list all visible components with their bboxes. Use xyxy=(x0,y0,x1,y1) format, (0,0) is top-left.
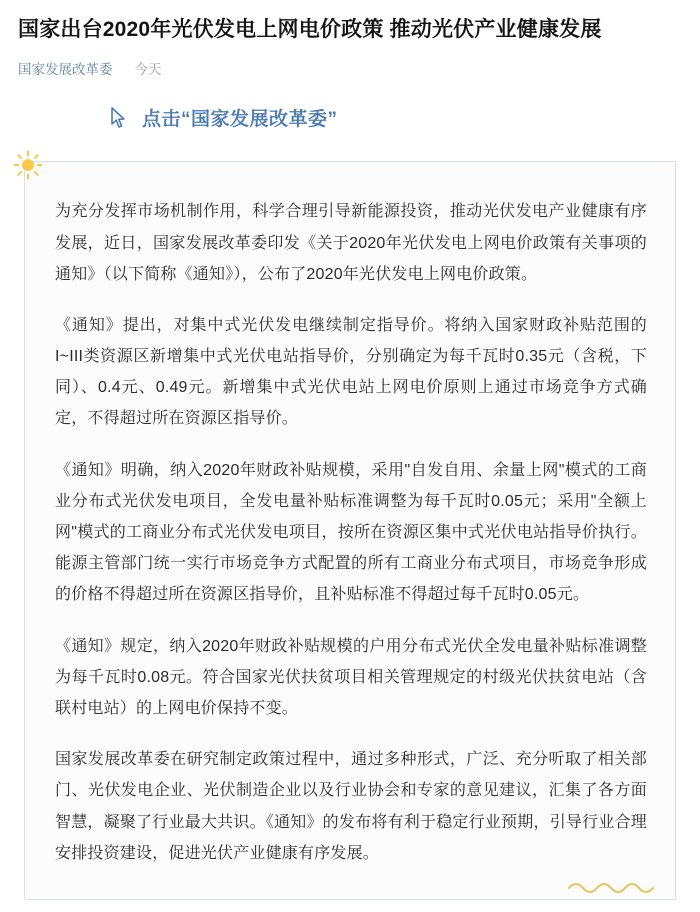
wave-decoration-icon xyxy=(567,879,659,893)
body-paragraph: 为充分发挥市场机制作用，科学合理引导新能源投资，推动光伏发电产业健康有序发展，近日，国家发展改革委印发《关于2020年光伏发电上网电价政策有关事项的通知》（以下简称《通知》），公布了2020年光伏发电上网电价政策。 xyxy=(55,203,647,283)
click-hint xyxy=(110,104,682,131)
cursor-arrow-icon xyxy=(110,107,128,129)
body-paragraph: 《通知》明确，纳入2020年财政补贴规模，采用"自发自用、余量上网"模式的工商业分布式光伏发电项目，全发电量补贴标准调整为每千瓦时0.05元；采用"全额上网"模式的工商业分布式光伏发电项目，按所在资源区集中式光伏电站指导价执行。能源主管部门统一实行市场竞争方式配置的所有工商业分布式项目，市场竞争形成的价格不得超过所在资源区指导价，且补贴标准不得超过每千瓦时0.05元。 xyxy=(55,461,647,604)
body-paragraph: 国家发展改革委在研究制定政策过程中，通过多种形式，广泛、充分听取了相关部门、光伏发电企业、光伏制造企业以及行业协会和专家的意见建议，汇集了各方面智慧，凝聚了行业最大共识。《通知》的发布将有利于稳定行业预期，引导行业合理安排投资建设，促进光伏产业健康有序发展。 xyxy=(55,751,647,862)
article-meta xyxy=(18,58,682,78)
page-title: 国家出台2020年光伏发电上网电价政策 推动光伏产业健康发展 xyxy=(18,18,602,41)
article-body-card xyxy=(24,161,676,900)
article-source-link[interactable]: 国家发展改革委 xyxy=(18,62,113,78)
click-hint-text: 点击“国家发展改革委” xyxy=(142,109,338,131)
article-date: 今天 xyxy=(134,62,162,78)
body-paragraph: 《通知》提出，对集中式光伏发电继续制定指导价。将纳入国家财政补贴范围的I~III类资源区新增集中式光伏电站指导价，分别确定为每千瓦时0.35元（含税，下同）、0.4元、0.49元。新增集中式光伏电站上网电价原则上通过市场竞争方式确定，不得超过所在资源区指导价。 xyxy=(55,316,647,428)
body-paragraph: 《通知》规定，纳入2020年财政补贴规模的户用分布式光伏全发电量补贴标准调整为每千瓦时0.08元。符合国家光伏扶贫项目相关管理规定的村级光伏扶贫电站（含联村电站）的上网电价保持不变。 xyxy=(55,637,647,717)
sun-icon xyxy=(13,150,43,180)
